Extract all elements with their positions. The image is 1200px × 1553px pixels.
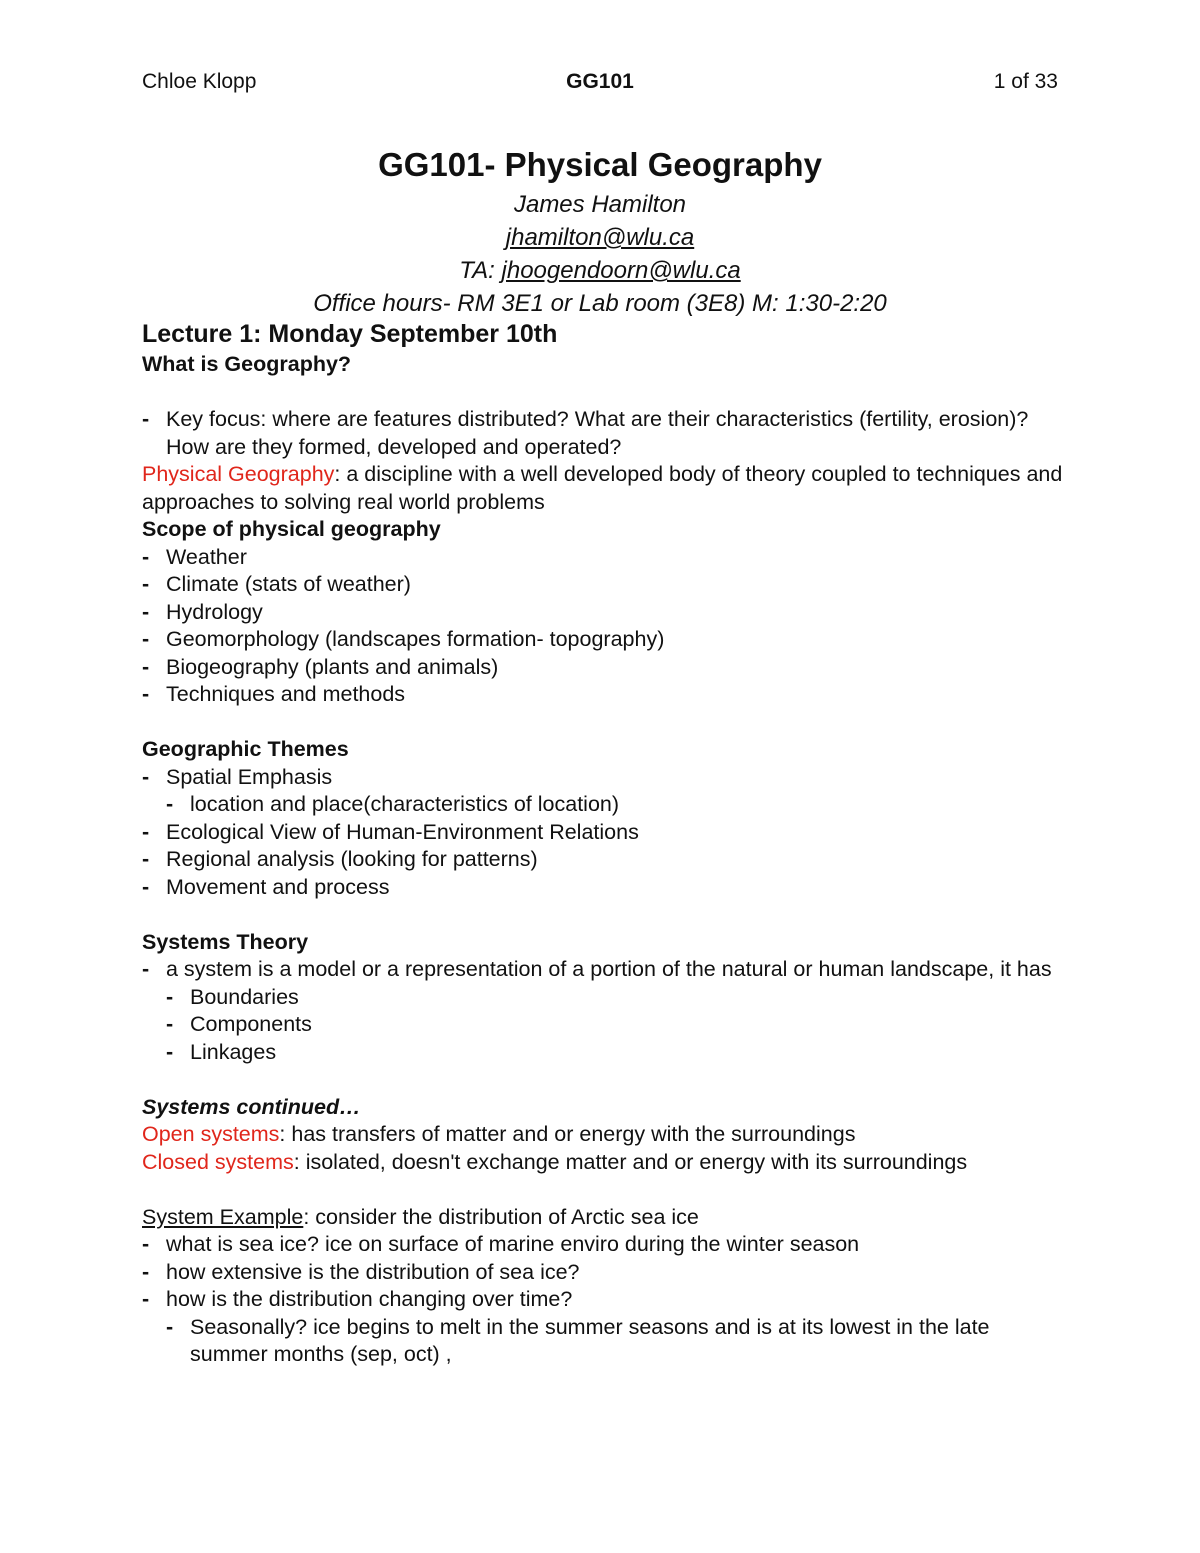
header-author: Chloe Klopp [142, 70, 257, 93]
lecture-heading: Lecture 1: Monday September 10th [142, 320, 558, 348]
list-item: - Spatial Emphasis [142, 764, 1072, 792]
physical-geography-term: Physical Geography [142, 462, 335, 486]
list-item: - Techniques and methods [142, 681, 1072, 709]
ta-email-link[interactable]: jhoogendoorn@wlu.ca [501, 257, 741, 284]
key-focus-item: - Key focus: where are features distributed? What are their characteristics (fertility, erosion)? How are they formed, developed and operated? [142, 406, 1072, 461]
ta-line [0, 254, 1200, 287]
open-systems-text: : has transfers of matter and or energy with the surroundings [279, 1122, 856, 1146]
instructor-email-link[interactable]: jhamilton@wlu.ca [505, 224, 695, 251]
list-item: - Hydrology [142, 599, 1072, 627]
system-example-term: System Example [142, 1204, 304, 1229]
list-item: - Ecological View of Human-Environment Relations [142, 819, 1072, 847]
list-item: - what is sea ice? ice on surface of marine enviro during the winter season [142, 1231, 1072, 1259]
open-systems-definition [142, 1121, 1072, 1149]
list-item: - Movement and process [142, 874, 1072, 902]
sub-list-item: - Linkages [142, 1039, 1072, 1067]
closed-systems-text: : isolated, doesn't exchange matter and or energy with its surroundings [293, 1149, 968, 1174]
physical-geography-text: : a discipline with a well developed body of theory coupled to techniques and approaches to solving real world problems [142, 462, 1063, 514]
list-item: - how is the distribution changing over time? [142, 1286, 1072, 1314]
what-is-geography-heading: What is Geography? [142, 352, 352, 376]
sub-list-item: - Components [142, 1011, 1072, 1039]
sub-list-item: - Seasonally? ice begins to melt in the summer seasons and is at its lowest in the late summer months (sep, oct) , [142, 1314, 1072, 1369]
ta-label: TA: [459, 257, 502, 284]
sub-list-item: - location and place(characteristics of location) [142, 791, 1072, 819]
open-systems-term: Open systems [142, 1122, 280, 1146]
page-header [142, 70, 1058, 100]
system-example [142, 1204, 1072, 1232]
title-block [0, 142, 1200, 320]
header-page-indicator: 1 of 33 [993, 70, 1058, 93]
document-title: GG101- Physical Geography [378, 146, 822, 183]
list-item: - a system is a model or a representation of a portion of the natural or human landscape, it has [142, 956, 1072, 984]
office-hours: Office hours- RM 3E1 or Lab room (3E8) M: 1:30-2:20 [313, 290, 887, 317]
instructor-name: James Hamilton [513, 191, 687, 218]
scope-heading: Scope of physical geography [142, 517, 441, 541]
closed-systems-term: Closed systems [142, 1149, 294, 1174]
closed-systems-definition [142, 1149, 1072, 1177]
systems-theory-heading: Systems Theory [142, 929, 309, 954]
list-item: - Climate (stats of weather) [142, 571, 1072, 599]
list-item: - how extensive is the distribution of sea ice? [142, 1259, 1072, 1287]
list-item: - Regional analysis (looking for patterns) [142, 846, 1072, 874]
sub-list-item: - Boundaries [142, 984, 1072, 1012]
list-item: - Biogeography (plants and animals) [142, 654, 1072, 682]
list-item: - Geomorphology (landscapes formation- topography) [142, 626, 1072, 654]
physical-geography-definition [142, 461, 1072, 516]
themes-heading: Geographic Themes [142, 737, 349, 761]
list-item: - Weather [142, 544, 1072, 572]
header-course: GG101 [566, 70, 634, 93]
system-example-text: : consider the distribution of Arctic sea ice [303, 1204, 699, 1229]
lecture-notes [142, 318, 1072, 1369]
systems-continued-heading: Systems continued… [142, 1094, 361, 1119]
